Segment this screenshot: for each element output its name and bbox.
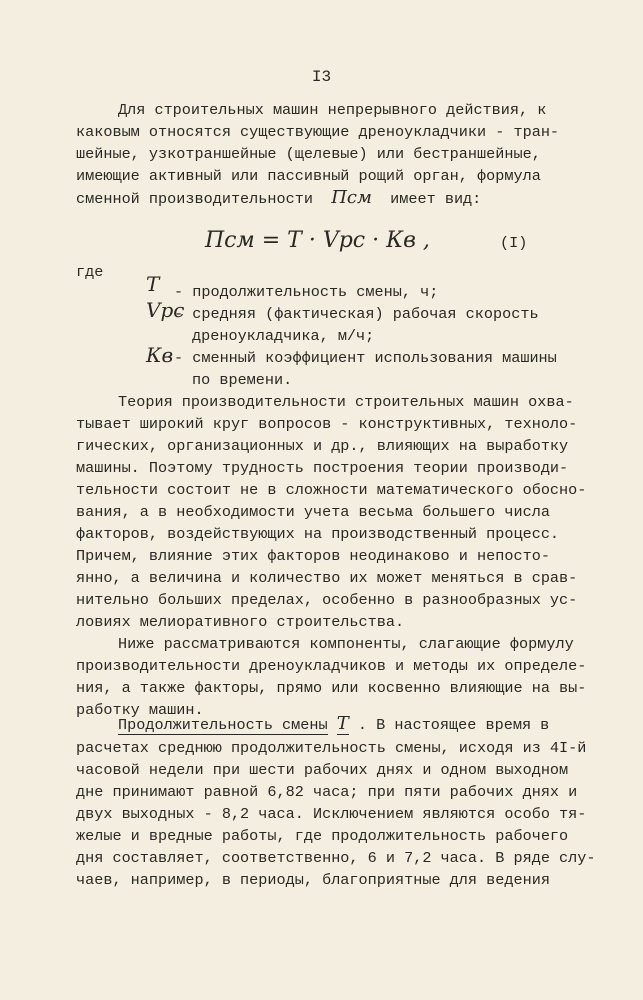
text-line: нительно больших пределах, особенно в разнообразных ус- (76, 591, 578, 609)
text-line: Причем, влияние этих факторов неодинаково и непосто- (76, 547, 550, 565)
text-line: ловиях мелиоративного строительства. (76, 613, 405, 631)
text-line: двух выходных - 8,2 часа. Исключением являются особо тя- (76, 805, 587, 823)
def-symbol: T (146, 272, 160, 296)
text-span: имеет вид: (390, 190, 482, 208)
def-symbol: Vрс (146, 298, 185, 322)
def-text: - сменный коэффициент использования машины (174, 349, 557, 367)
text-line: Ниже рассматриваются компоненты, слагающие формулу (118, 635, 574, 653)
text-span: сменной производительности (76, 190, 313, 208)
text-line: Теория производительности строительных машин охва- (118, 393, 574, 411)
text-line: желые и вредные работы, где продолжительность рабочего (76, 827, 569, 845)
text-line: тывает широкий круг вопросов - конструктивных, техноло- (76, 415, 578, 433)
text-line: факторов, воздействующих на производственный процесс. (76, 525, 560, 543)
page-number: I3 (311, 68, 332, 86)
section-heading: Продолжительность смены (118, 716, 328, 734)
def-symbol: Кв (146, 343, 174, 367)
text-line: тельности состоит не в сложности математического обосно- (76, 481, 587, 499)
text-line (76, 188, 481, 209)
text-line: расчетах среднюю продолжительность смены, исходя из 4I-й (76, 739, 587, 757)
def-text-cont: по времени. (192, 371, 293, 389)
text-line: имеющие активный или пассивный рощий орган, формула (76, 167, 541, 185)
formula-number: (I) (500, 234, 528, 252)
text-line: дне принимают равной 6,82 часа; при пяти рабочих днях и (76, 783, 578, 801)
text-line: гических, организационных и др., влияющих на выработку (76, 437, 569, 455)
text-line: каковым относятся существующие дреноукладчики - тран- (76, 123, 560, 141)
text-line: производительности дреноукладчиков и методы их определе- (76, 657, 587, 675)
symbol-t: T (336, 713, 349, 734)
text-line: работку машин. (76, 701, 204, 719)
def-text: - продолжительность смены, ч; (174, 283, 439, 301)
text-line: янно, а величина и количество их может меняться в срав- (76, 569, 578, 587)
def-text: - средняя (фактическая) рабочая скорость (174, 305, 539, 323)
def-text-cont: дреноукладчика, м/ч; (192, 327, 375, 345)
text-line: часовой недели при шести рабочих днях и одном выходном (76, 761, 569, 779)
text-line: Для строительных машин непрерывного действия, к (118, 101, 547, 119)
text-span: . В настоящее время в (357, 716, 550, 734)
text-line: чаев, например, в периоды, благоприятные для ведения (76, 871, 550, 889)
where-label: где (76, 263, 104, 281)
text-line: ния, а также факторы, прямо или косвенно влияющие на вы- (76, 679, 587, 697)
text-line: машины. Поэтому трудность построения теории производи- (76, 459, 569, 477)
text-line: вания, а в необходимости учета весьма большего числа (76, 503, 550, 521)
text-line: дня составляет, соответственно, 6 и 7,2 часа. В ряде слу- (76, 849, 596, 867)
text-line (118, 714, 549, 735)
formula: Псм = T · Vрс · Кв , (205, 228, 430, 253)
symbol-psm: Псм (331, 187, 372, 208)
text-line: шейные, узкотраншейные (щелевые) или бестраншейные, (76, 145, 541, 163)
